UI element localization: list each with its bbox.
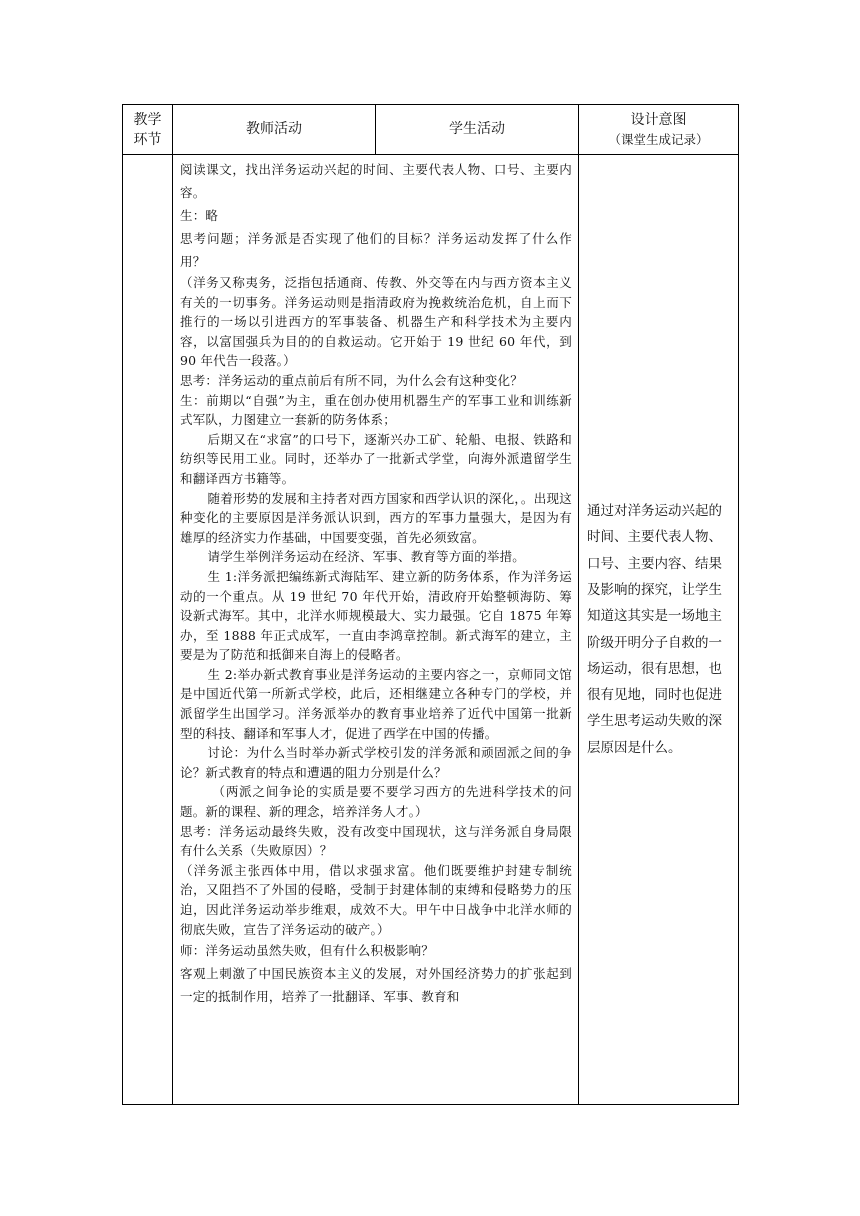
teacher-paragraph: 阅读课文，找出洋务运动兴起的时间、主要代表人物、口号、主要内容。 [180, 162, 572, 200]
teacher-paragraph: 请学生举例洋务运动在经济、军事、教育等方面的举措。 [207, 549, 526, 565]
teacher-paragraph: 生：前期以“自强”为主，重在创办使用机器生产的军事工业和训练新式军队，力图建立一套新的防务体系； [180, 392, 572, 428]
teacher-paragraph: 师：洋务运动虽然失败，但有什么积极影响？ [180, 943, 435, 959]
teacher-paragraph: 随着形势的发展和主持者对西方国家和西学认识的深化，。出现这种变化的主要原因是洋务派认识到，西方的军事力量强大，是因为有雄厚的经济实力作基础，中国要变强，首先必须致富。 [180, 490, 572, 545]
design-intent-cell [579, 155, 739, 1105]
header-stage-label: 教学环节 [133, 111, 162, 148]
header-student-label: 学生活动 [449, 121, 505, 137]
stage-cell [123, 155, 173, 1105]
teacher-paragraph: （洋务派主张西体中用，借以求强求富。他们既要维护封建专制统治，又阻挡不了外国的侵略，受制于封建体制的束缚和侵略势力的压迫，因此洋务运动举步维艰，成效不大。甲午中日战争中北洋水师的彻底失败，宣告了洋务运动的破产。） [180, 862, 572, 937]
header-design-label: 设计意图 [630, 111, 687, 128]
header-design-intent [579, 105, 739, 155]
teacher-paragraph: （两派之间争论的实质是要不要学习西方的先进科学技术的问题。新的课程、新的理念，培养洋务人才。） [180, 784, 572, 820]
teacher-paragraph: 生 1:洋务派把编练新式海陆军、建立新的防务体系，作为洋务运动的一个重点。从 19 世纪 70 年代开始，清政府开始整顿海防、筹设新式海军。其中，北洋水师规模最大、实力最强。它自 1875 年筹办，至 1888 年正式成军，一直由李鸿章控制。新式海军的建立，主要是为了防范和抵御来自海上的侵略者。 [180, 568, 572, 663]
teacher-paragraph: 讨论：为什么当时举办新式学校引发的洋务派和顽固派之间的争论？新式教育的特点和遭遇的阻力分别是什么？ [180, 745, 572, 780]
header-teacher-label: 教师活动 [246, 121, 302, 137]
header-stage [123, 105, 173, 155]
teacher-paragraph: （洋务又称夷务，泛指包括通商、传教、外交等在内与西方资本主义有关的一切事务。洋务运动则是指清政府为挽救统治危机，自上而下推行的一场以引进西方的军事装备、机器生产和科学技术为主要内容，以富国强兵为目的的自救运动。它开始于 19 世纪 60 年代，到 90 年代告一段落。） [180, 275, 572, 369]
header-student-activity [376, 105, 579, 155]
teacher-paragraph: 思考：洋务运动最终失败，没有改变中国现状，这与洋务派自身局限有什么关系（失败原因）？ [180, 823, 572, 859]
teacher-paragraph: 生 2:举办新式教育事业是洋务运动的主要内容之一，京师同文馆是中国近代第一所新式学校，此后，还相继建立各种专门的学校，并派留学生出国学习。洋务派举办的教育事业培养了近代中国第一批新型的科技、翻译和军事人才，促进了西学在中国的传播。 [180, 666, 572, 741]
teacher-paragraph: 思考问题；洋务派是否实现了他们的目标？洋务运动发挥了什么作用？ [180, 231, 572, 269]
lesson-plan-table [122, 104, 739, 1105]
content-row [123, 155, 739, 1105]
header-teacher-activity [173, 105, 376, 155]
teacher-activity-cell [173, 155, 579, 1105]
teacher-paragraph: 后期又在“求富”的口号下，逐渐兴办工矿、轮船、电报、铁路和纺织等民用工业。同时，还举办了一批新式学堂，向海外派遣留学生和翻译西方书籍等。 [180, 431, 572, 486]
teacher-paragraph: 生：略 [180, 208, 219, 223]
teacher-paragraph: 思考：洋务运动的重点前后有所不同，为什么会有这种变化？ [180, 372, 523, 388]
design-intent-text: 通过对洋务运动兴起的时间、主要代表人物、口号、主要内容、结果及影响的探究，让学生知道这其实是一场地主阶级开明分子自救的一场运动，很有思想，也很有见地，同时也促进学生思考运动失败的深层原因是什么。 [587, 503, 722, 756]
header-design-sub-label: （课堂生成记录） [608, 131, 709, 147]
teacher-paragraph: 客观上刺激了中国民族资本主义的发展，对外国经济势力的扩张起到一定的抵制作用，培养了一批翻译、军事、教育和 [180, 966, 572, 1005]
header-row [123, 105, 739, 155]
